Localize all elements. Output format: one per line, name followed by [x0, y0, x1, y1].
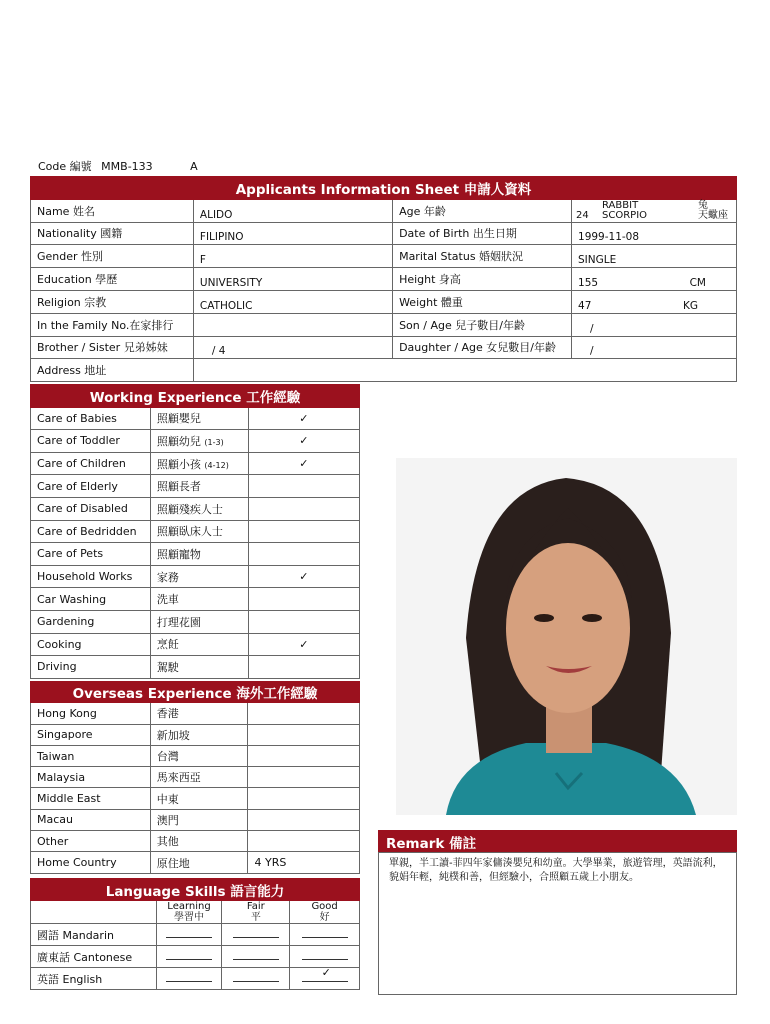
work-row: [31, 430, 360, 453]
level-cn: 學習中: [174, 912, 205, 923]
work-row: [31, 543, 360, 566]
work-skill-cn: 照顧寵物: [156, 547, 201, 561]
language-level-cell: [290, 924, 360, 946]
portrait-image: [396, 458, 737, 815]
overseas-row: [31, 788, 360, 809]
level-en: Learning: [167, 901, 211, 912]
age-value: 24: [576, 209, 589, 221]
work-skill-cn: 照顧臥床人士: [156, 525, 223, 539]
overseas-row: [31, 703, 360, 724]
overseas-duration: [248, 745, 360, 766]
work-skill-en: Cooking: [31, 633, 151, 656]
work-title: Working Experience 工作經驗: [31, 385, 360, 408]
language-level-cell: [222, 924, 290, 946]
work-skill-cn-cell: [150, 520, 248, 543]
daughter-value: /: [572, 336, 737, 359]
language-name: 英語 English: [31, 968, 157, 990]
overseas-duration: [248, 809, 360, 830]
overseas-country-cn: 新加坡: [150, 724, 248, 745]
overseas-country-en: Middle East: [31, 788, 151, 809]
underline-blank: [302, 966, 348, 982]
work-check: [248, 610, 359, 633]
language-level-cell: [222, 946, 290, 968]
work-skill-cn: 照顧長者: [156, 480, 201, 494]
overseas-country-en: Taiwan: [31, 745, 151, 766]
level-cn: 好: [319, 912, 330, 923]
work-skill-en: Care of Elderly: [31, 475, 151, 498]
work-check: ✓: [248, 633, 359, 656]
religion-value: CATHOLIC: [193, 290, 392, 313]
overseas-country-en: Macau: [31, 809, 151, 830]
language-level-cell: [156, 968, 222, 990]
gender-value: F: [193, 245, 392, 268]
work-skill-en: Care of Children: [31, 452, 151, 475]
work-skill-cn: 烹飪: [156, 638, 179, 652]
son-value: /: [572, 313, 737, 336]
work-skill-cn: 照顧殘疾人士: [156, 502, 223, 516]
work-skill-cn-cell: [150, 407, 248, 430]
overseas-duration: [248, 831, 360, 852]
language-name: 廣東話 Cantonese: [31, 946, 157, 968]
working-experience-table: [30, 384, 360, 679]
work-skill-cn-cell: [150, 497, 248, 520]
overseas-row: [31, 745, 360, 766]
son-label: Son / Age 兒子數目/年齡: [393, 313, 572, 336]
work-row: [31, 452, 360, 475]
language-level-cell: [290, 946, 360, 968]
work-skill-cn: 家務: [156, 570, 179, 584]
language-check: ✓: [321, 966, 331, 979]
language-row: [31, 924, 360, 946]
sibling-label: Brother / Sister 兄弟姊妹: [31, 336, 194, 359]
work-row: [31, 656, 360, 679]
overseas-country-cn: 其他: [150, 831, 248, 852]
work-row: [31, 588, 360, 611]
language-level-header: [290, 901, 360, 924]
address-value: [193, 359, 736, 382]
overseas-country-cn: 澳門: [150, 809, 248, 830]
level-en: Good: [311, 901, 338, 912]
overseas-duration: [248, 788, 360, 809]
language-level-cell: [156, 946, 222, 968]
work-skill-en: Household Works: [31, 565, 151, 588]
underline-blank: [233, 972, 279, 982]
work-skill-cn: 洗車: [156, 593, 179, 607]
family-label: In the Family No.在家排行: [31, 313, 194, 336]
weight-value: 47: [578, 299, 592, 312]
work-skill-cn-cell: [150, 543, 248, 566]
gender-label: Gender 性別: [31, 245, 194, 268]
work-row: [31, 475, 360, 498]
overseas-country-cn: 台灣: [150, 745, 248, 766]
work-row: [31, 610, 360, 633]
work-check: [248, 588, 359, 611]
language-skills-table: [30, 878, 360, 990]
remark-text: 單親，半工讀-菲四年家傭湊嬰兒和幼童。大學畢業，旅遊管理，英語流利，貌娟年輕，純樸和善，但經驗小，合照顧五歲上小朋友。: [378, 852, 737, 995]
education-label: Education 學歷: [31, 268, 194, 291]
height-unit: CM: [689, 276, 706, 289]
language-blank-cell: [31, 901, 157, 924]
work-check: [248, 656, 359, 679]
applicant-info-table: [30, 176, 737, 382]
overseas-row: [31, 831, 360, 852]
overseas-row: [31, 852, 360, 873]
work-skill-cn: 打理花園: [156, 615, 201, 629]
language-title: Language Skills 語言能力: [31, 879, 360, 901]
code-number: MMB-133: [101, 160, 153, 173]
work-check: ✓: [248, 565, 359, 588]
overseas-country-en: Singapore: [31, 724, 151, 745]
work-row: [31, 565, 360, 588]
overseas-country-en: Hong Kong: [31, 703, 151, 724]
age-label: Age 年齡: [393, 199, 572, 222]
overseas-country-cn: 馬來西亞: [150, 767, 248, 788]
work-row: [31, 520, 360, 543]
underline-blank: [233, 950, 279, 960]
language-level-cell: [290, 968, 360, 990]
overseas-duration: [248, 703, 360, 724]
work-check: [248, 497, 359, 520]
level-en: Fair: [246, 901, 265, 912]
language-level-cell: [222, 968, 290, 990]
work-skill-cn-cell: [150, 475, 248, 498]
code-label: Code 編號: [38, 160, 92, 173]
work-check: ✓: [248, 407, 359, 430]
underline-blank: [233, 928, 279, 938]
work-skill-cn-cell: [150, 656, 248, 679]
work-skill-note: (4-12): [204, 460, 229, 470]
work-skill-cn: 照顧幼兒: [156, 434, 201, 448]
sign-en: SCORPIO: [602, 209, 648, 221]
level-cn: 平: [250, 912, 261, 923]
work-skill-cn-cell: [150, 633, 248, 656]
work-row: [31, 407, 360, 430]
language-row: [31, 946, 360, 968]
height-label: Height 身高: [393, 268, 572, 291]
name-label: Name 姓名: [31, 199, 194, 222]
work-check: ✓: [248, 430, 359, 453]
daughter-label: Daughter / Age 女兒數目/年齡: [393, 336, 572, 359]
underline-blank: [166, 972, 212, 982]
education-value: UNIVERSITY: [193, 268, 392, 291]
overseas-country-cn: 原住地: [150, 852, 248, 873]
code-grade: A: [190, 160, 198, 173]
language-level-header: [222, 901, 290, 924]
underline-blank: [302, 928, 348, 938]
work-skill-cn: 駕駛: [156, 660, 179, 674]
work-skill-cn: 照顧小孩: [156, 457, 201, 471]
dob-label: Date of Birth 出生日期: [393, 222, 572, 245]
zodiac-en: RABBIT: [602, 199, 639, 211]
overseas-country-en: Malaysia: [31, 767, 151, 788]
sibling-value: / 4: [193, 336, 392, 359]
work-row: [31, 497, 360, 520]
work-row: [31, 633, 360, 656]
weight-label: Weight 體重: [393, 290, 572, 313]
language-level-cell: [156, 924, 222, 946]
overseas-row: [31, 809, 360, 830]
weight-value-cell: [572, 290, 737, 313]
language-row: [31, 968, 360, 990]
religion-label: Religion 宗教: [31, 290, 194, 313]
overseas-country-cn: 中東: [150, 788, 248, 809]
work-check: ✓: [248, 452, 359, 475]
overseas-country-en: Other: [31, 831, 151, 852]
work-check: [248, 520, 359, 543]
nationality-value: FILIPINO: [193, 222, 392, 245]
sign-cn: 天蠍座: [698, 209, 729, 221]
remark-title: Remark 備註: [378, 830, 737, 852]
height-value: 155: [578, 276, 599, 289]
underline-blank: [166, 950, 212, 960]
work-skill-cn-cell: [150, 565, 248, 588]
height-value-cell: [572, 268, 737, 291]
overseas-country-cn: 香港: [150, 703, 248, 724]
work-skill-cn: 照顧嬰兒: [156, 412, 201, 426]
language-level-header: [156, 901, 222, 924]
underline-blank: [302, 950, 348, 960]
work-skill-en: Care of Disabled: [31, 497, 151, 520]
work-skill-en: Gardening: [31, 610, 151, 633]
work-check: [248, 543, 359, 566]
applicant-photo: [396, 458, 737, 815]
work-skill-note: (1-3): [204, 437, 224, 447]
zodiac-cn: 兔: [698, 199, 709, 211]
work-skill-cn-cell: [150, 588, 248, 611]
language-name: 國語 Mandarin: [31, 924, 157, 946]
info-title: Applicants Information Sheet 申請人資料: [31, 177, 737, 200]
overseas-experience-table: [30, 681, 360, 874]
overseas-row: [31, 767, 360, 788]
nationality-label: Nationality 國籍: [31, 222, 194, 245]
marital-value: SINGLE: [572, 245, 737, 268]
weight-unit: KG: [682, 299, 698, 312]
code-line: [38, 158, 204, 174]
work-skill-en: Care of Pets: [31, 543, 151, 566]
family-value: [193, 313, 392, 336]
name-value: ALIDO: [193, 199, 392, 222]
overseas-title: Overseas Experience 海外工作經驗: [31, 682, 360, 703]
overseas-row: [31, 724, 360, 745]
marital-label: Marital Status 婚姻狀況: [393, 245, 572, 268]
overseas-country-en: Home Country: [31, 852, 151, 873]
work-skill-cn-cell: [150, 452, 248, 475]
work-skill-en: Driving: [31, 656, 151, 679]
overseas-duration: [248, 724, 360, 745]
underline-blank: [166, 928, 212, 938]
work-skill-en: Care of Babies: [31, 407, 151, 430]
work-skill-en: Care of Bedridden: [31, 520, 151, 543]
overseas-duration: [248, 767, 360, 788]
work-skill-en: Car Washing: [31, 588, 151, 611]
dob-value: 1999-11-08: [572, 222, 737, 245]
overseas-duration: 4 YRS: [248, 852, 360, 873]
work-skill-cn-cell: [150, 430, 248, 453]
address-label: Address 地址: [31, 359, 194, 382]
work-check: [248, 475, 359, 498]
work-skill-cn-cell: [150, 610, 248, 633]
work-skill-en: Care of Toddler: [31, 430, 151, 453]
age-value-cell: [572, 199, 737, 222]
